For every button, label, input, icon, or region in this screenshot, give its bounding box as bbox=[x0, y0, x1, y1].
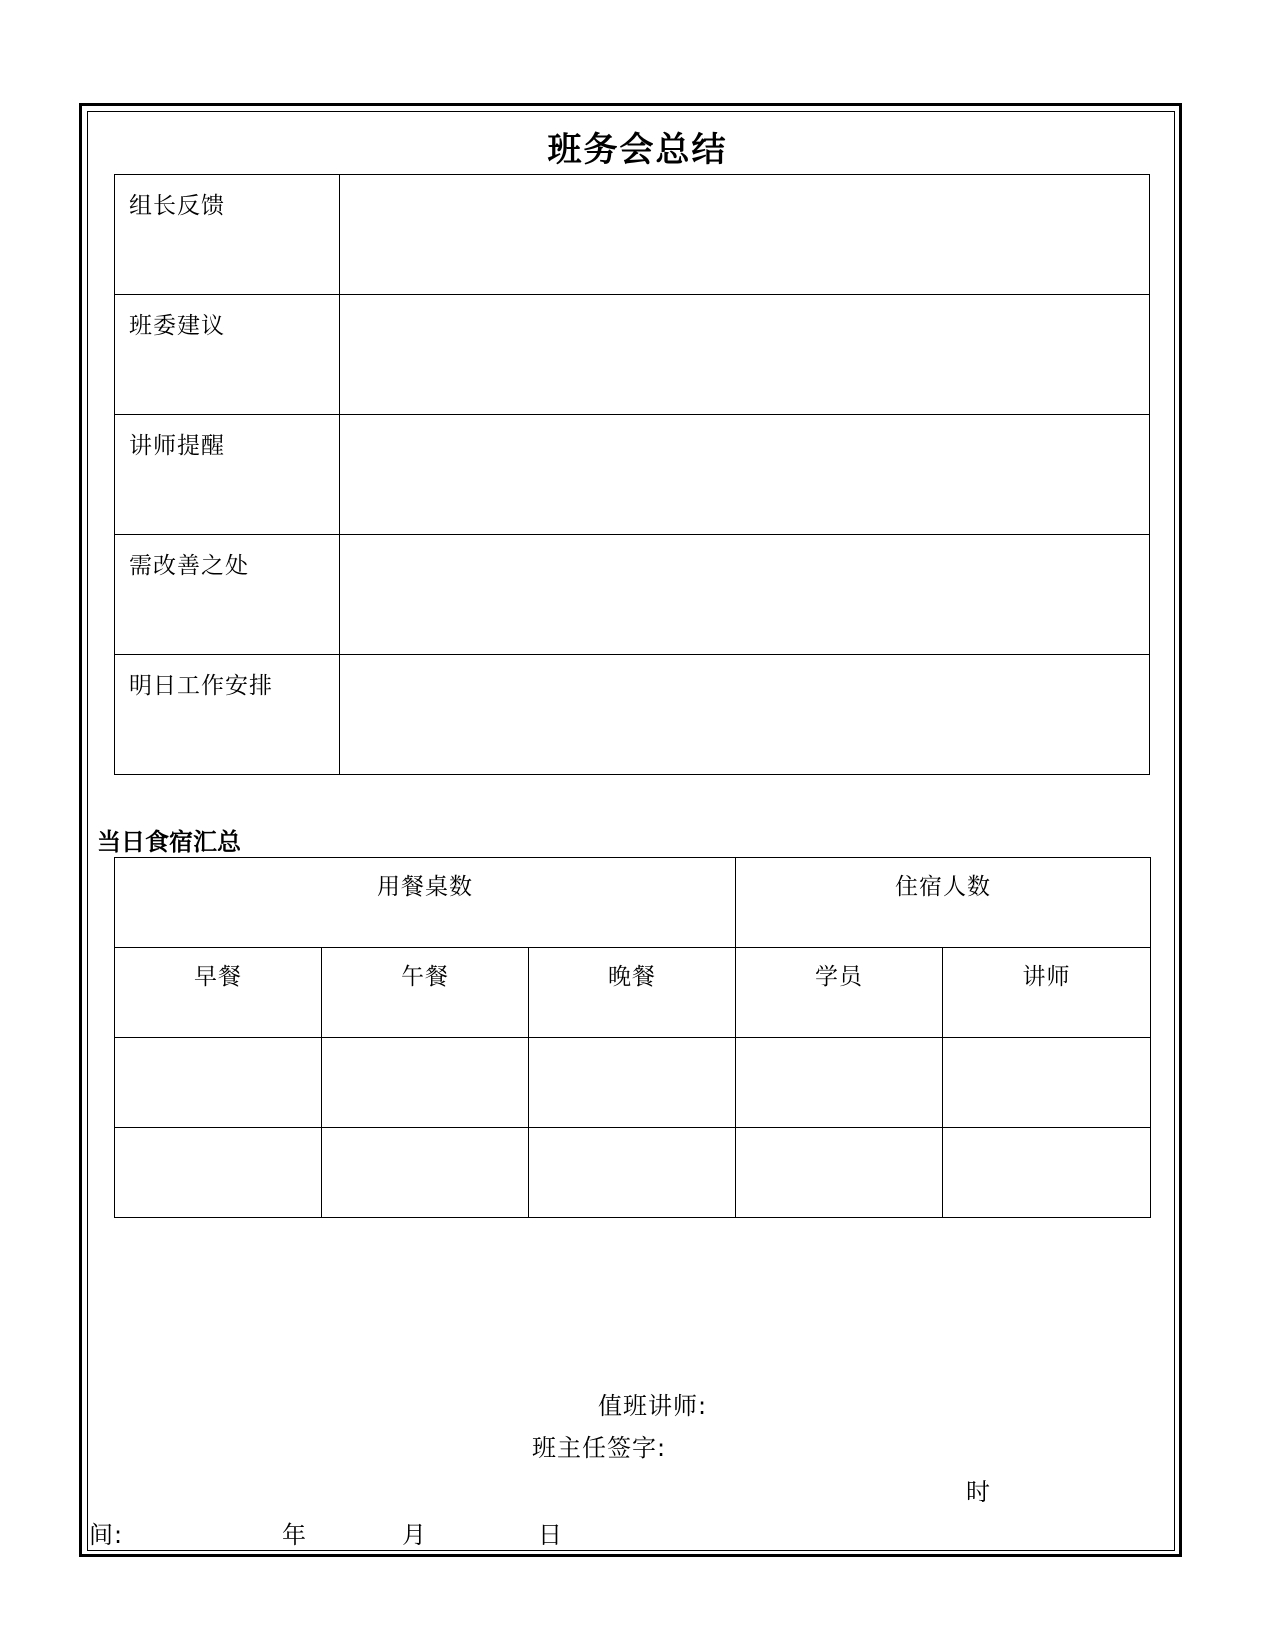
breakfast-cell[interactable] bbox=[115, 1038, 322, 1128]
row-value[interactable] bbox=[340, 535, 1150, 655]
summary-row bbox=[115, 415, 1150, 535]
meals-group-header: 用餐桌数 bbox=[115, 858, 736, 948]
instructors-cell[interactable] bbox=[943, 1038, 1151, 1128]
table-row bbox=[115, 1038, 1151, 1128]
students-cell[interactable] bbox=[736, 1038, 943, 1128]
row-label: 组长反馈 bbox=[115, 175, 340, 295]
page-title: 班务会总结 bbox=[547, 130, 728, 170]
meals-table bbox=[114, 857, 1151, 1218]
row-label: 明日工作安排 bbox=[115, 655, 340, 775]
row-label: 讲师提醒 bbox=[115, 415, 340, 535]
row-value[interactable] bbox=[340, 655, 1150, 775]
time-label-part2: 间: bbox=[89, 1521, 124, 1549]
instructors-header: 讲师 bbox=[943, 948, 1151, 1038]
summary-table bbox=[114, 174, 1150, 775]
summary-row bbox=[115, 295, 1150, 415]
row-label: 班委建议 bbox=[115, 295, 340, 415]
month-label: 月 bbox=[402, 1521, 427, 1549]
summary-row bbox=[115, 535, 1150, 655]
instructors-cell[interactable] bbox=[943, 1128, 1151, 1218]
year-label: 年 bbox=[282, 1521, 307, 1549]
breakfast-header: 早餐 bbox=[115, 948, 322, 1038]
lunch-cell[interactable] bbox=[322, 1038, 529, 1128]
lodging-group-header: 住宿人数 bbox=[736, 858, 1151, 948]
lunch-header: 午餐 bbox=[322, 948, 529, 1038]
sub-header-row bbox=[115, 948, 1151, 1038]
time-label-part1: 时 bbox=[966, 1478, 991, 1506]
row-value[interactable] bbox=[340, 295, 1150, 415]
section-title: 当日食宿汇总 bbox=[97, 828, 241, 856]
day-label: 日 bbox=[538, 1521, 563, 1549]
students-cell[interactable] bbox=[736, 1128, 943, 1218]
group-header-row bbox=[115, 858, 1151, 948]
table-row bbox=[115, 1128, 1151, 1218]
dinner-cell[interactable] bbox=[529, 1038, 736, 1128]
breakfast-cell[interactable] bbox=[115, 1128, 322, 1218]
summary-row bbox=[115, 655, 1150, 775]
row-value[interactable] bbox=[340, 415, 1150, 535]
head-teacher-signature-label: 班主任签字: bbox=[532, 1434, 667, 1462]
dinner-cell[interactable] bbox=[529, 1128, 736, 1218]
duty-instructor-label: 值班讲师: bbox=[598, 1392, 708, 1420]
row-value[interactable] bbox=[340, 175, 1150, 295]
students-header: 学员 bbox=[736, 948, 943, 1038]
summary-row bbox=[115, 175, 1150, 295]
dinner-header: 晚餐 bbox=[529, 948, 736, 1038]
row-label: 需改善之处 bbox=[115, 535, 340, 655]
lunch-cell[interactable] bbox=[322, 1128, 529, 1218]
